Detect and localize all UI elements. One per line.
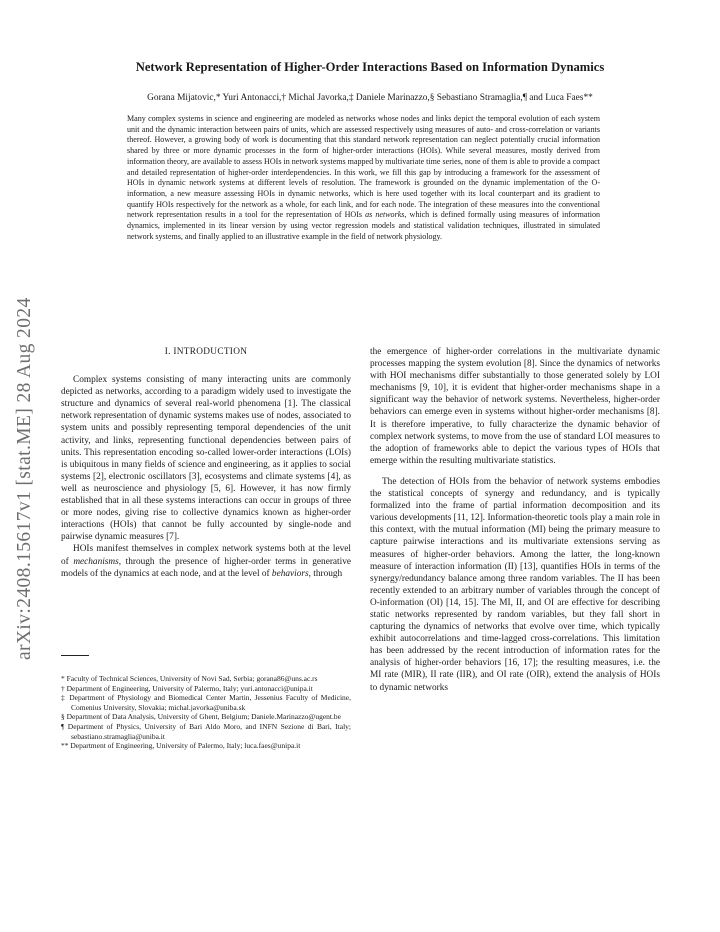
right-column (370, 346, 660, 694)
footnote-3: ‡ Department of Physiology and Biomedical Center Martin, Jessenius Faculty of Medicine, Comenius University, Slovakia; michal.javorka@uniba.sk (61, 693, 351, 712)
footnote-rule (61, 655, 89, 656)
intro-paragraph-3: The detection of HOIs from the behavior of network systems embodies the statistical concepts of synergy and redundancy, and is typically formalized into the frame of partial information decomposition and its various developments [11, 12]. Information-theoretic tools play a main role in this context, with the mutual information (MI) being the primary measure to capture pairwise interactions and its multivariate extensions serving as measures of higher-order behaviors. Among the latter, the long-known measure of interaction information (II) [13], quantifies HOIs in terms of the synergy/redundancy balance among three random variables. The II has been recently extended to an arbitrary number of variables through the concept of O-information (OI) [14, 15]. The MI, II, and OI are effective for describing static networks represented by random variables, but they fall short in capturing the dynamics of networks that evolve over time, which typically exhibit autocorrelations and time-lagged cross-correlations. This limitation has been addressed by the recent introduction of information rates for the analysis of higher-order behaviors [16, 17]; the resulting measures, i.e. the MI rate (MIR), II rate (IIR), and OI rate (OIR), extend the analysis of HOIs to dynamic networks (370, 476, 660, 693)
abstract-text-b: , which is defined formally using measures of information dynamics, implemented in its linear version by using vector regression models and statistical validation techniques, illustrated in simulated network systems, and finally applied to an illustrative example in the field of network physiology. (127, 210, 601, 241)
intro-p2-text-c: , through (308, 568, 343, 579)
abstract-text-a: Many complex systems in science and engineering are modeled as networks whose nodes and links depict the temporal evolution of each system unit and the dynamic interaction between pairs of units, which are assessed respectively using measures of auto- and cross-correlation or variants thereof. However, a growing body of work is documenting that this standard network representation can neglect potentially crucial information shared by three or more dynamic processes in the form of higher-order interactions (HOIs). While several measures, mostly derived from information theory, are available to assess HOIs in network systems mapped by multivariate time series, none of them is able to provide a compact and detailed representation of higher-order interdependencies. In this work, we fill this gap by introducing a framework for the assessment of HOIs in dynamic network systems at different levels of resolution. The framework is grounded on the dynamic implementation of the O-information, a new measure assessing HOIs in dynamic networks, which is here used together with its local counterpart and its gradient to quantify HOIs respectively for the network as a whole, for each link, and for each node. The integration of these measures into the conventional network representation results in a tool for the representation of HOIs (127, 114, 600, 220)
intro-p2-text-a: HOIs manifest themselves in complex network systems both at the level of (61, 544, 351, 567)
footnote-6: ** Department of Engineering, University of Palermo, Italy; luca.faes@unipa.it (61, 741, 301, 751)
footnote-1: * Faculty of Technical Sciences, University of Novi Sad, Serbia; gorana86@uns.ac.rs (61, 674, 318, 683)
intro-p2-text-b: , through the presence of higher-order terms in generative models of the dynamics at each node, and at the level of (61, 556, 351, 579)
left-column (61, 346, 351, 580)
footnote-2: † Department of Engineering, University of Palermo, Italy; yuri.antonacci@unipa.it (61, 683, 313, 693)
paper-title: Network Representation of Higher-Order Interactions Based on Information Dynamics (135, 60, 605, 74)
footnotes (61, 674, 351, 751)
author-list: Gorana Mijatovic,* Yuri Antonacci,† Michal Javorka,‡ Daniele Marinazzo,§ Sebastiano Stramaglia,¶ and Luca Faes** (147, 93, 593, 103)
arxiv-identifier: arXiv:2408.15617v1 [stat.ME] 28 Aug 2024 (14, 297, 35, 660)
intro-paragraph-1: Complex systems consisting of many interacting units are commonly depicted as networks, according to a paradigm widely used to investigate the structure and dynamics of several real-world phenomena [1]. The classical network representation of dynamic systems makes use of nodes, associated to system units and possibly representing temporal dependencies of the unit activity, and links, representing functional dependencies between pairs of units. This representation encoding so-called lower-order interactions (LOIs) is ubiquitous in many fields of science and engineering, as it applies to social systems [2], electronic oscillators [3], ecosystems and climate systems [4], as well as neuroscience and physiology [5, 6]. However, it has now firmly established that in all these systems interactions can occur in groups of three or more nodes, giving rise to collective dynamics known as higher-order interactions (HOIs) that cannot be fully accounted by single-node and pairwise dynamic measures [7]. (61, 375, 351, 543)
footnote-4: § Department of Data Analysis, University of Ghent, Belgium; Daniele.Marinazzo@ugent.be (61, 712, 341, 722)
footnote-5: ¶ Department of Physics, University of Bari Aldo Moro, and INFN Sezione di Bari, Italy; sebastiano.stramaglia@uniba.it (61, 721, 351, 741)
abstract (127, 114, 600, 242)
intro-paragraph-2-continued: the emergence of higher-order correlations in the multivariate dynamic processes mapping the system evolution [8]. Since the dynamics of networks with HOI mechanisms differ substantially to those generated solely by LOI mechanisms [9, 10], it is evident that higher-order mechanisms shape in a significant way the behavior of network systems. Nevertheless, higher-order behaviors can emerge even in systems without higher-order mechanisms [8]. It is therefore imperative, to fully characterize the dynamic behavior of complex network systems, to move from the use of standard LOI measures to the adoption of frameworks able to depict the various types of HOIs that emerge within the resulting multivariate statistics. (370, 347, 660, 466)
section-heading: I. INTRODUCTION (164, 347, 248, 357)
intro-p2-emphasis-2: behaviors (271, 568, 309, 579)
intro-p2-emphasis-1: mechanisms (73, 556, 119, 567)
abstract-emphasis: as networks (365, 210, 405, 220)
intro-paragraph-2 (61, 543, 351, 579)
